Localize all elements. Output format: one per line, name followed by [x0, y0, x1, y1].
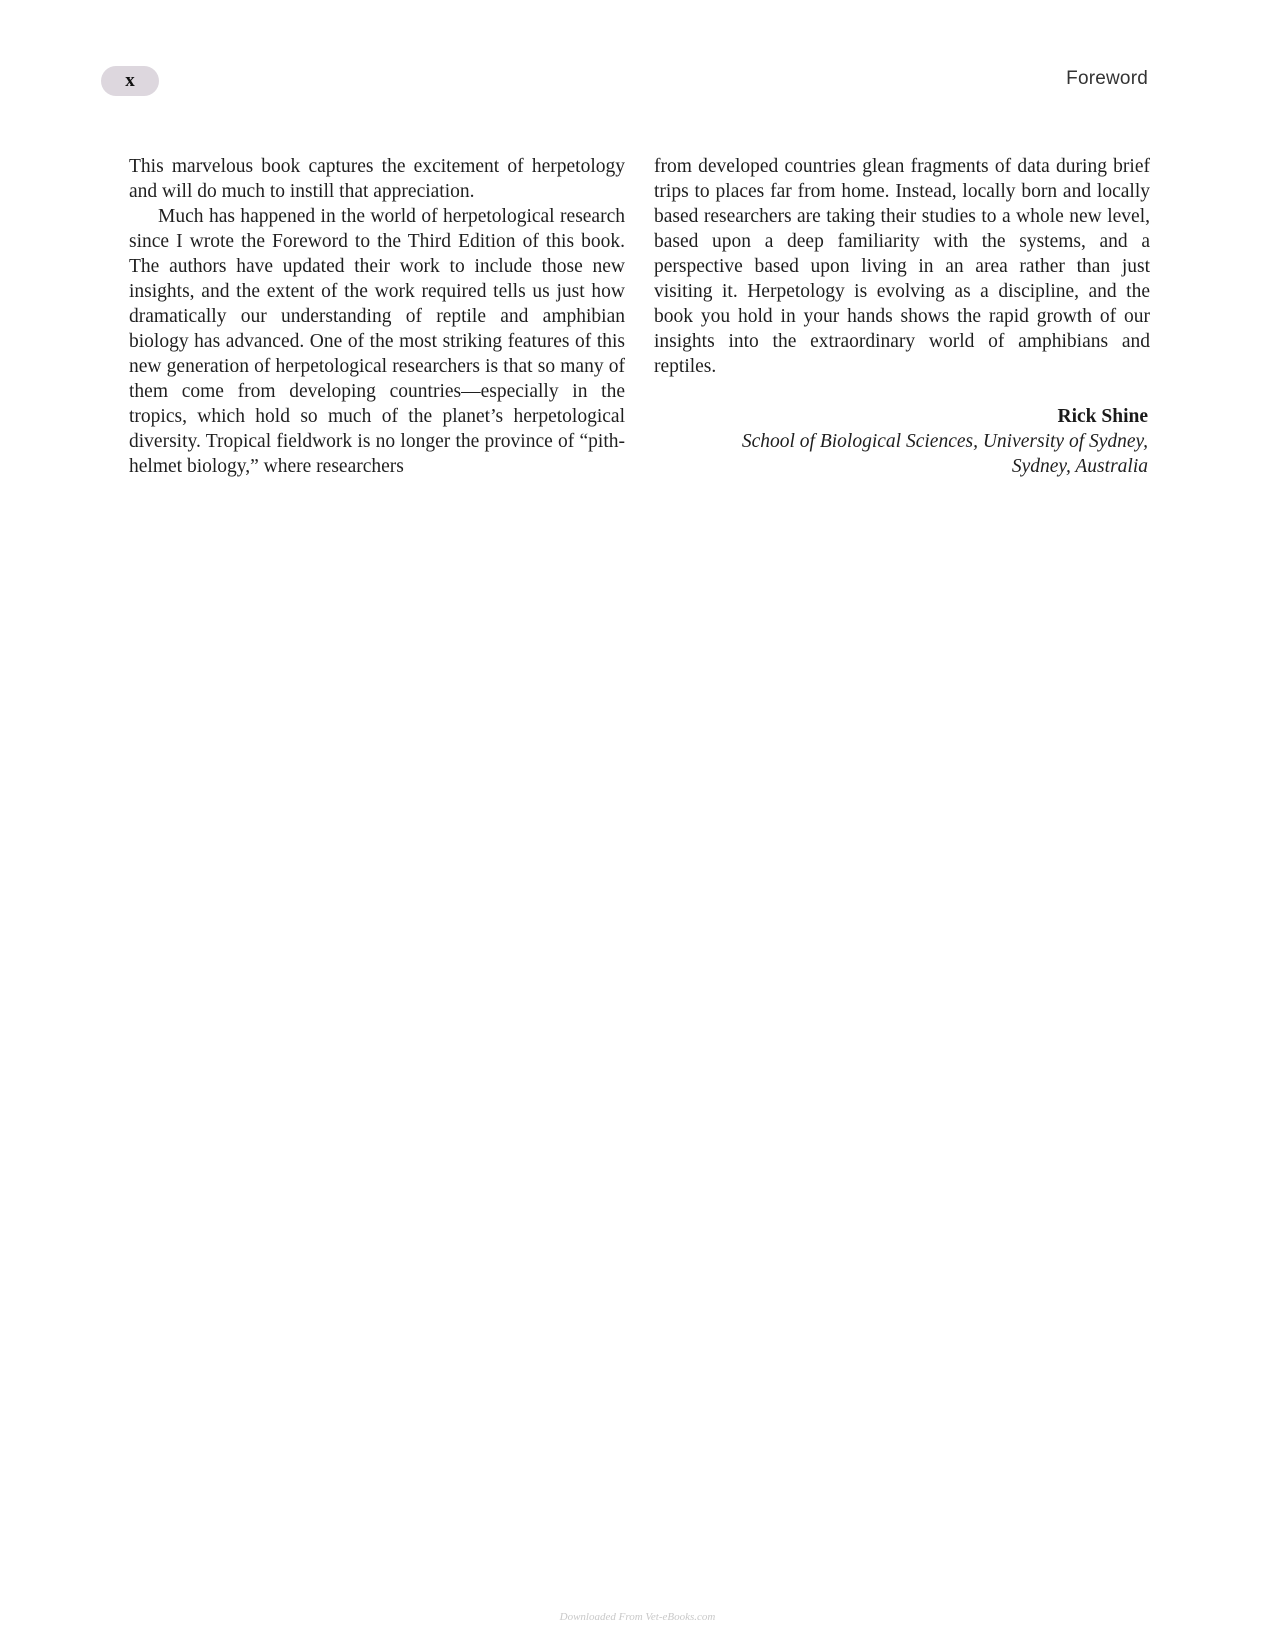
paragraph: Much has happened in the world of herpetological research since I wrote the Foreword to the Third Edition of this book. The authors have updated their work to include those new insights, and the extent of the work required tells us just how dramatically our understanding of reptile and amphibian biology has advanced. One of the most striking features of this new generation of herpetological researchers is that so many of them come from developing countries—especially in the tropics, which hold so much of the planet’s herpetological diversity. Tropical fieldwork is no longer the province of “pith-helmet biology,” where researchers — [129, 206, 625, 477]
left-column — [129, 154, 625, 479]
paragraph: This marvelous book captures the excitement of herpetology and will do much to instill that appreciation. — [129, 156, 625, 202]
page-number-tab — [101, 66, 159, 96]
running-head: Foreword — [1066, 68, 1148, 89]
author-name: Rick Shine — [1057, 406, 1148, 427]
download-watermark: Downloaded From Vet-eBooks.com — [559, 1611, 716, 1623]
author-affiliation-line-2: Sydney, Australia — [1011, 456, 1148, 477]
author-affiliation-line-1: School of Biological Sciences, University of Sydney, — [741, 431, 1148, 452]
page-number: x — [125, 70, 135, 91]
right-column — [654, 154, 1150, 379]
signature-block — [588, 404, 1148, 479]
paragraph: from developed countries glean fragments of data during brief trips to places far from home. Instead, locally born and locally based researchers are taking their studies to a whole new level, based upon a deep familiarity with the systems, and a perspective based upon living in an area rather than just visiting it. Herpetology is evolving as a discipline, and the book you hold in your hands shows the rapid growth of our insights into the extraordinary world of amphibians and reptiles. — [654, 156, 1150, 377]
